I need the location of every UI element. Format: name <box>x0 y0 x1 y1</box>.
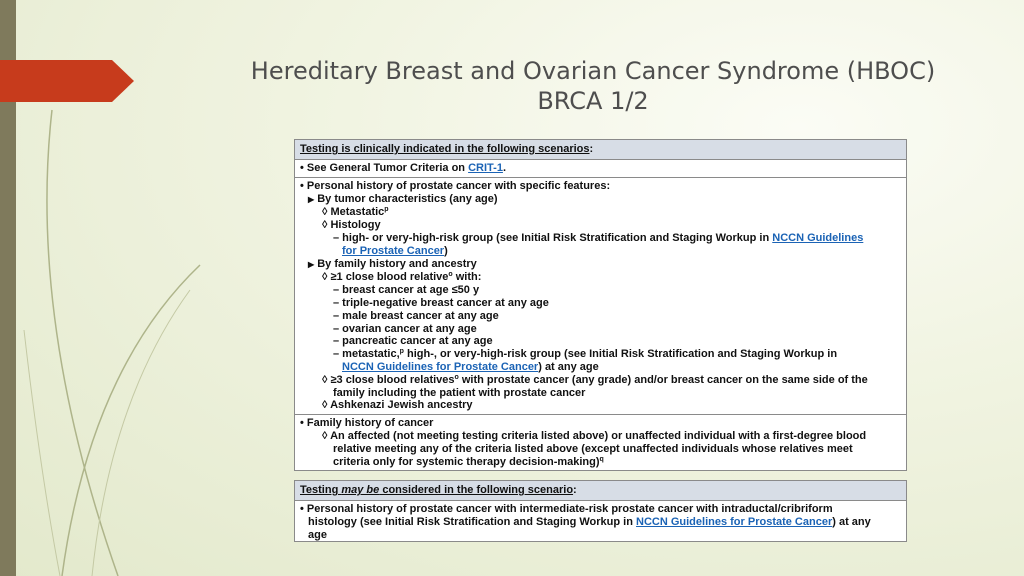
general-tumor-criteria-section: • See General Tumor Criteria on CRIT-1. <box>295 160 906 178</box>
title-arrow-tab <box>0 60 134 102</box>
nccn-prostate-link-cont[interactable]: for Prostate Cancer <box>342 244 445 257</box>
triangle-bullet-icon: ▶ <box>308 259 315 269</box>
intermediate-risk-section: • Personal history of prostate cancer with intermediate-risk prostate cancer with intraductal/cribriform histology (see Initial Risk Stratification and Staging Workup in NCCN Guidelines for Prostate Cancer) at any age <box>300 503 871 541</box>
testing-indicated-table <box>294 139 907 471</box>
nccn-prostate-link-2[interactable]: NCCN Guidelines for Prostate Cancer <box>342 360 539 373</box>
testing-may-be-considered-table <box>294 480 907 542</box>
nccn-prostate-link-3[interactable]: NCCN Guidelines for Prostate Cancer <box>636 515 833 528</box>
nccn-prostate-link[interactable]: NCCN Guidelines <box>772 231 864 244</box>
triangle-bullet-icon: ▶ <box>308 194 315 204</box>
slide-title <box>220 56 966 116</box>
slide-title-line2: BRCA 1/2 <box>537 87 649 115</box>
table-header: Testing may be considered in the following scenario: <box>295 481 906 501</box>
slide-title-line1: Hereditary Breast and Ovarian Cancer Syndrome (HBOC) <box>250 57 936 85</box>
table-header: Testing is clinically indicated in the following scenarios: <box>295 140 906 160</box>
family-history-section: • Family history of cancer ◊ An affected (not meeting testing criteria listed above) or unaffected individual with a first-degree blood relative meeting any of the criteria listed above (except unaffected individuals whose relatives meet criteria only for systemic therapy decision-making)$^q$ <box>300 417 867 468</box>
prostate-history-section: • Personal history of prostate cancer with specific features: ▶ By tumor characteristics (any age) ◊ Metastatic$^p$ ◊ Histology – high- or very-high-risk group (see Initial Risk Stratification and Staging Workup in NCCN Guidelines for Prostate Cancer) ▶ By family history and ancestry ◊ ≥1 close blood relative$^o$ with: – breast cancer at age ≤50 y – triple-negative breast cancer at any age – male breast cancer at any age – ovarian cancer at any age – pancreatic cancer at any age – metastatic,$^p$ high-, or very-high-risk group (see Initial Risk Stratification and Staging Workup in NCCN Guidelines for Prostate Cancer) at any age ◊ ≥3 close blood relatives$^o$ with prostate cancer (any grade) and/or breast cancer on the same side of the family including the patient with prostate cancer ◊ Ashkenazi Jewish ancestry <box>295 178 906 415</box>
crit-1-link[interactable]: CRIT-1 <box>468 162 503 174</box>
